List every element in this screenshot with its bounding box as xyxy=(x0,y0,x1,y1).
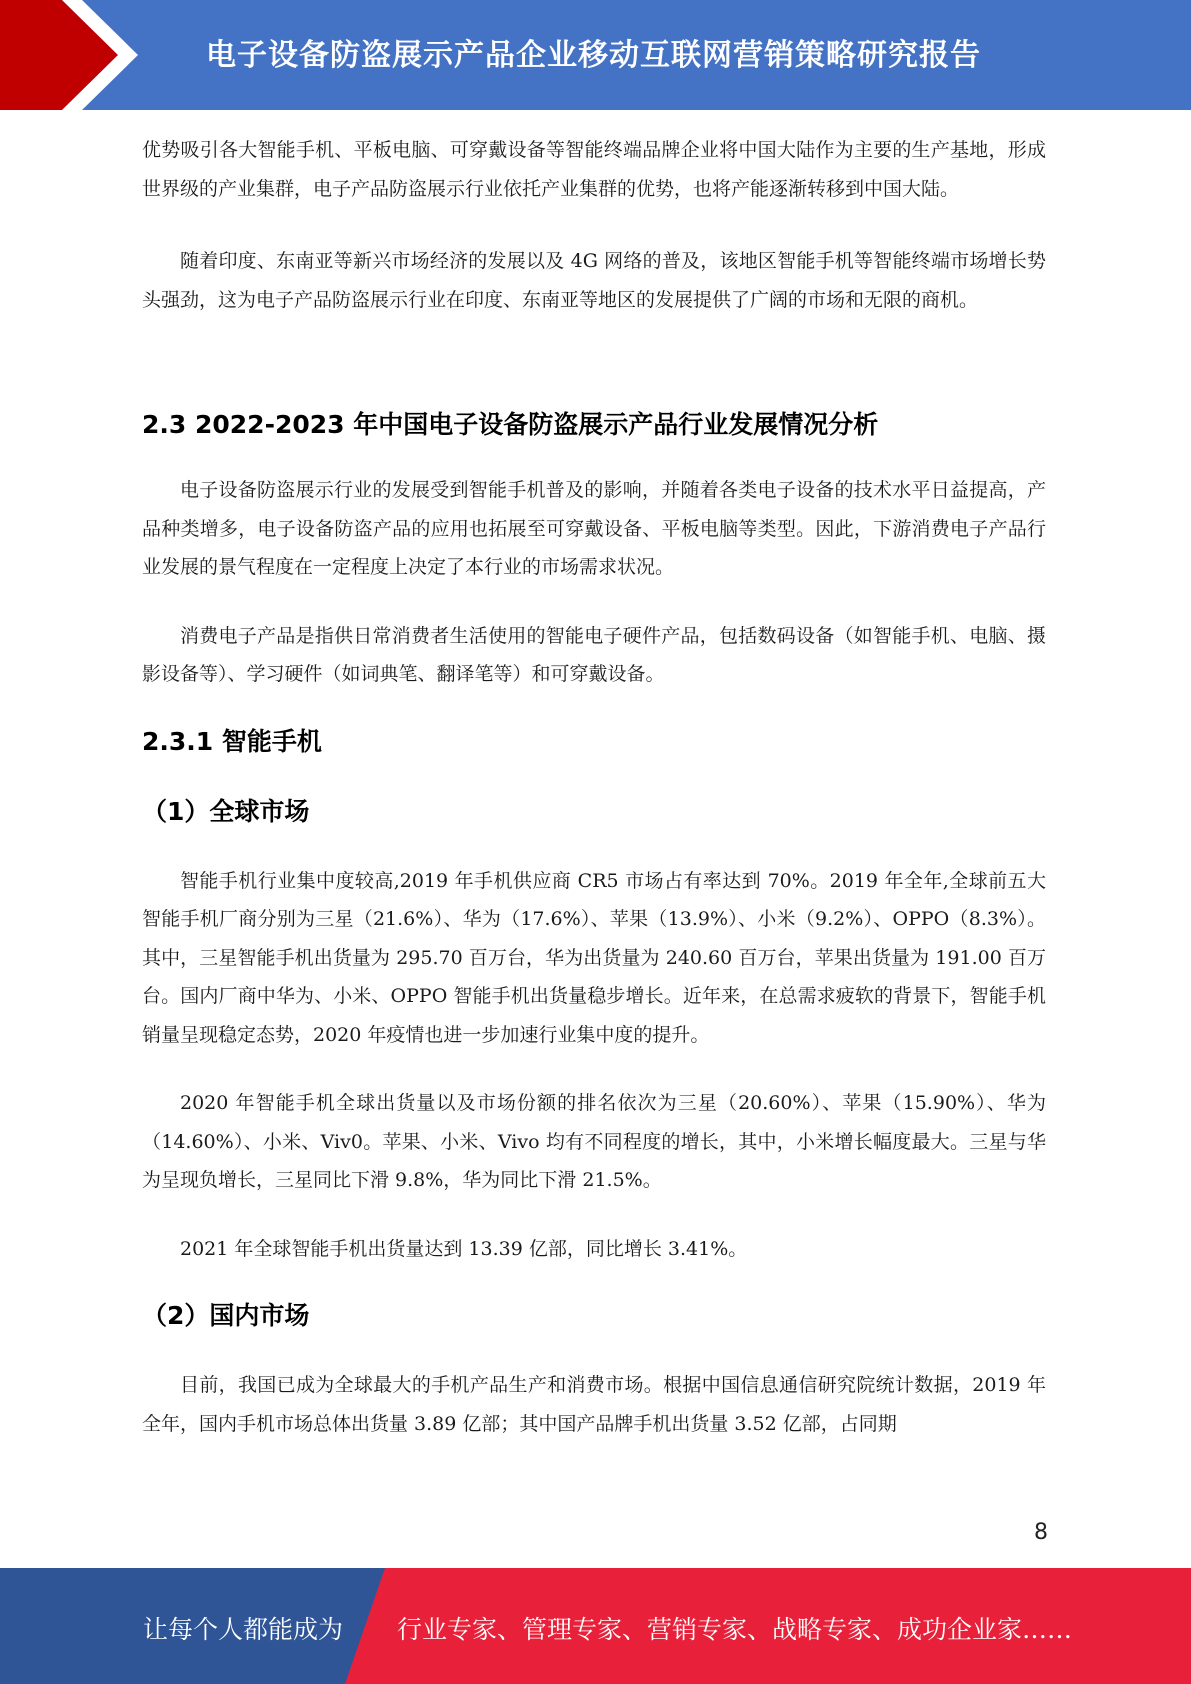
paragraph: 2021 年全球智能手机出货量达到 13.39 亿部，同比增长 3.41%。 xyxy=(180,1237,748,1260)
paragraph: 目前，我国已成为全球最大的手机产品生产和消费市场。根据中国信息通信研究院统计数据，2019 年全年，国内手机市场总体出货量 3.89 亿部；其中国产品牌手机出货量 3.52 亿部，占同期 xyxy=(142,1374,1046,1435)
section-heading-2-3-1: 2.3.1 智能手机 xyxy=(142,726,322,756)
subheading-global-market: （1）全球市场 xyxy=(142,796,310,826)
report-title: 电子设备防盗展示产品企业移动互联网营销策略研究报告 xyxy=(206,38,981,73)
footer-slogan-right: 行业专家、管理专家、营销专家、战略专家、成功企业家…… xyxy=(397,1615,1073,1644)
header-chevron-icon xyxy=(0,0,150,110)
paragraph: 电子设备防盗展示行业的发展受到智能手机普及的影响，并随着各类电子设备的技术水平日益提高，产品种类增多，电子设备防盗产品的应用也拓展至可穿戴设备、平板电脑等类型。因此，下游消费电子产品行业发展的景气程度在一定程度上决定了本行业的市场需求状况。 xyxy=(142,479,1046,578)
paragraph: 2020 年智能手机全球出货量以及市场份额的排名依次为三星（20.60%）、苹果（15.90%）、华为（14.60%）、小米、Viv0。苹果、小米、Vivo 均有不同程度的增长，其中，小米增长幅度最大。三星与华为呈现负增长，三星同比下滑 9.8%，华为同比下滑 21.5%。 xyxy=(142,1092,1046,1191)
subheading-domestic-market: （2）国内市场 xyxy=(142,1301,310,1330)
page-footer xyxy=(0,1568,1191,1684)
footer-slogan-left: 让每个人都能成为 xyxy=(143,1615,344,1644)
page-number: 8 xyxy=(1034,1520,1048,1545)
paragraph: 优势吸引各大智能手机、平板电脑、可穿戴设备等智能终端品牌企业将中国大陆作为主要的生产基地，形成世界级的产业集群，电子产品防盗展示行业依托产业集群的优势，也将产能逐渐转移到中国大陆。 xyxy=(142,139,1046,200)
page-header xyxy=(0,0,1191,110)
section-heading-2-3: 2.3 2022-2023 年中国电子设备防盗展示产品行业发展情况分析 xyxy=(142,410,879,439)
document-body xyxy=(142,131,1046,1443)
paragraph: 智能手机行业集中度较高,2019 年手机供应商 CR5 市场占有率达到 70%。2019 年全年,全球前五大智能手机厂商分别为三星（21.6%）、华为（17.6%）、苹果（13.9%）、小米（9.2%）、OPPO（8.3%）。其中，三星智能手机出货量为 295.70 百万台，华为出货量为 240.60 百万台，苹果出货量为 191.00 百万台。国内厂商中华为、小米、OPPO 智能手机出货量稳步增长。近年来，在总需求疲软的背景下，智能手机销量呈现稳定态势，2020 年疫情也进一步加速行业集中度的提升。 xyxy=(142,869,1046,1046)
paragraph: 消费电子产品是指供日常消费者生活使用的智能电子硬件产品，包括数码设备（如智能手机、电脑、摄影设备等）、学习硬件（如词典笔、翻译笔等）和可穿戴设备。 xyxy=(142,624,1046,685)
paragraph: 随着印度、东南亚等新兴市场经济的发展以及 4G 网络的普及，该地区智能手机等智能终端市场增长势头强劲，这为电子产品防盗展示行业在印度、东南亚等地区的发展提供了广阔的市场和无限的商机。 xyxy=(142,250,1046,311)
